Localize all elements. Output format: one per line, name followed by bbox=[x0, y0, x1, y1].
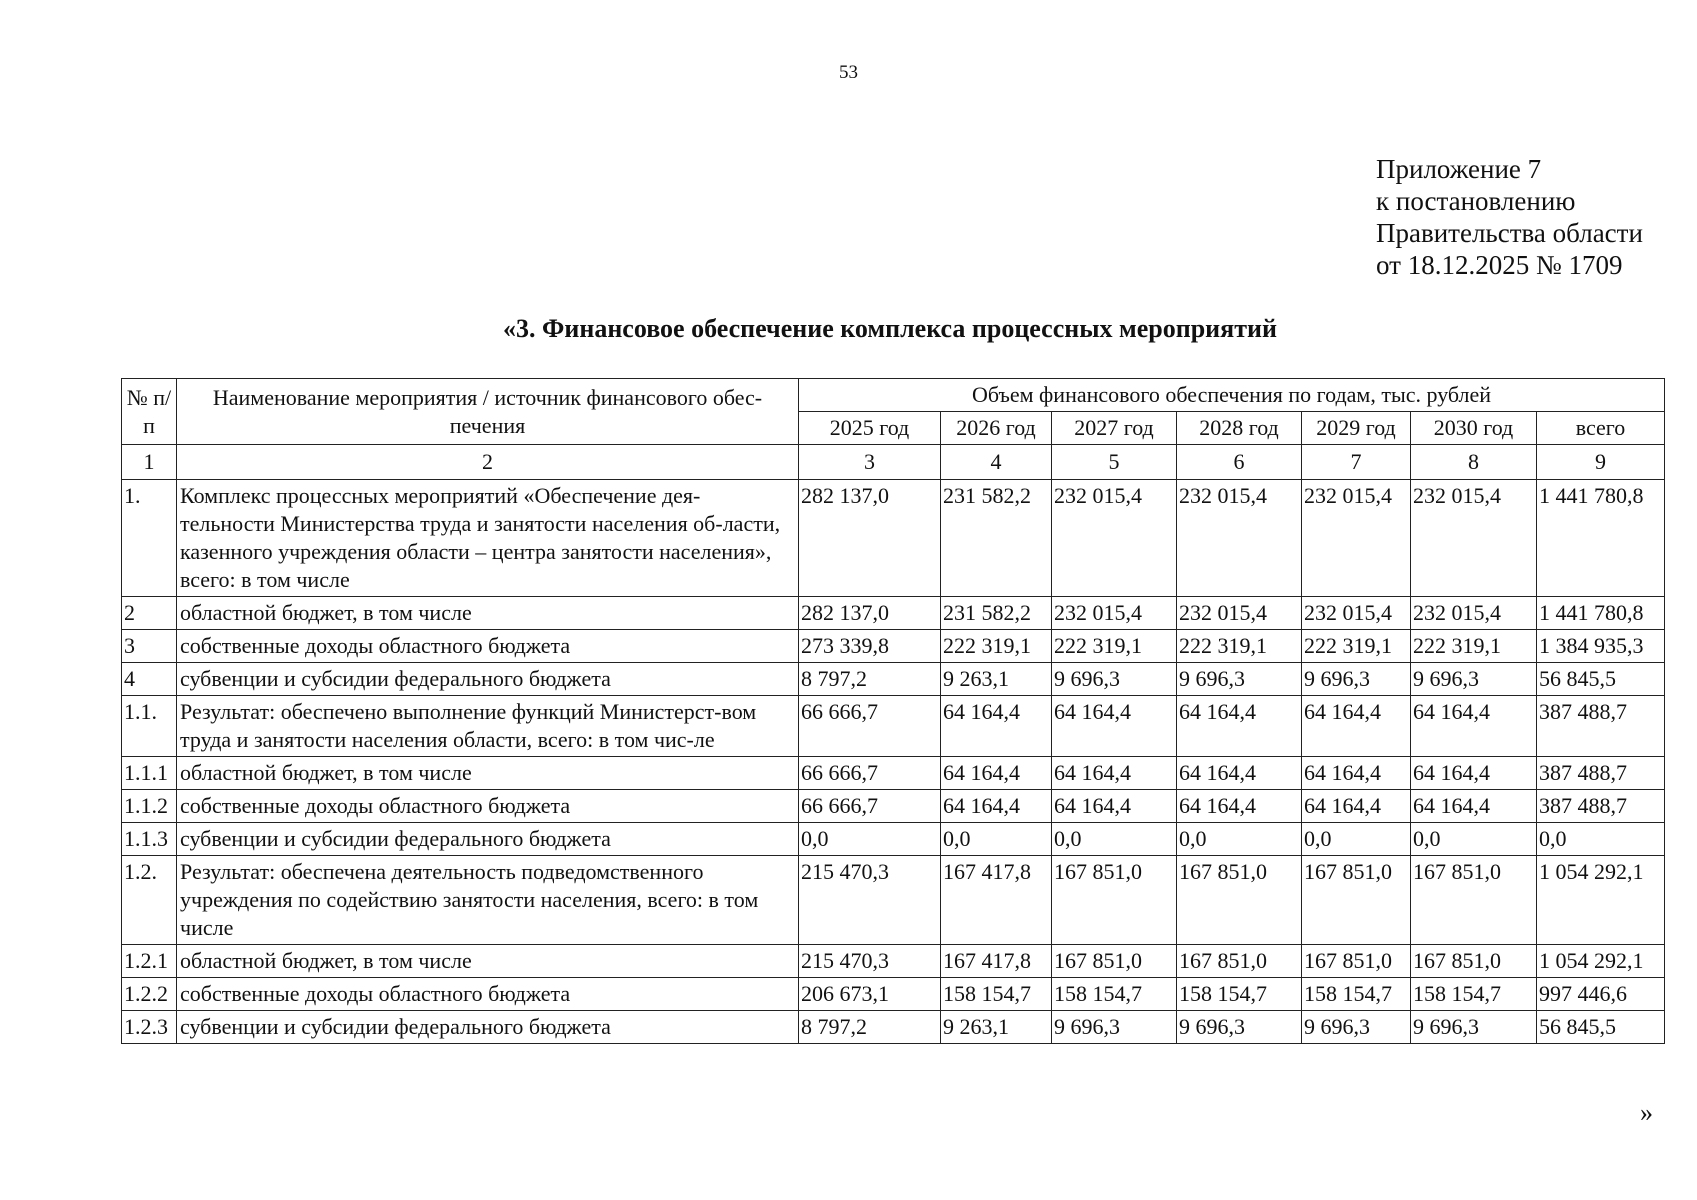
table-row bbox=[122, 790, 1665, 823]
row-value: 64 164,4 bbox=[941, 757, 1052, 790]
table-row bbox=[122, 856, 1665, 945]
row-value: 9 696,3 bbox=[1302, 1011, 1411, 1044]
table-row bbox=[122, 597, 1665, 630]
row-name: областной бюджет, в том числе bbox=[177, 945, 799, 978]
row-index: 1.2.2 bbox=[122, 978, 177, 1011]
row-name: собственные доходы областного бюджета bbox=[177, 630, 799, 663]
row-value: 9 696,3 bbox=[1411, 663, 1537, 696]
closing-quote: » bbox=[1640, 1098, 1653, 1127]
header-year: 2026 год bbox=[941, 412, 1052, 445]
appendix-line: к постановлению bbox=[1376, 186, 1576, 216]
row-value: 997 446,6 bbox=[1537, 978, 1665, 1011]
row-value: 1 441 780,8 bbox=[1537, 597, 1665, 630]
row-value: 64 164,4 bbox=[941, 790, 1052, 823]
table-row bbox=[122, 978, 1665, 1011]
row-value: 206 673,1 bbox=[799, 978, 941, 1011]
table-row bbox=[122, 696, 1665, 757]
row-value: 222 319,1 bbox=[1302, 630, 1411, 663]
row-name: Результат: обеспечена деятельность подведомственного учреждения по содействию занятости населения, всего: в том числе bbox=[177, 856, 799, 945]
row-value: 231 582,2 bbox=[941, 597, 1052, 630]
row-index: 1.2. bbox=[122, 856, 177, 945]
row-index: 2 bbox=[122, 597, 177, 630]
row-value: 167 851,0 bbox=[1302, 945, 1411, 978]
row-value: 282 137,0 bbox=[799, 597, 941, 630]
row-value: 64 164,4 bbox=[1411, 757, 1537, 790]
row-index: 3 bbox=[122, 630, 177, 663]
row-value: 158 154,7 bbox=[1302, 978, 1411, 1011]
row-value: 64 164,4 bbox=[1177, 790, 1302, 823]
row-value: 66 666,7 bbox=[799, 757, 941, 790]
appendix-line: Приложение 7 bbox=[1376, 154, 1542, 184]
appendix-line: от 18.12.2025 № 1709 bbox=[1376, 250, 1623, 280]
header-volume: Объем финансового обеспечения по годам, тыс. рублей bbox=[799, 379, 1665, 412]
row-value: 222 319,1 bbox=[1411, 630, 1537, 663]
row-value: 167 417,8 bbox=[941, 945, 1052, 978]
table-row bbox=[122, 757, 1665, 790]
row-value: 1 054 292,1 bbox=[1537, 856, 1665, 945]
row-value: 56 845,5 bbox=[1537, 1011, 1665, 1044]
row-value: 222 319,1 bbox=[1052, 630, 1177, 663]
column-number-row bbox=[122, 445, 1665, 480]
row-value: 167 417,8 bbox=[941, 856, 1052, 945]
row-value: 9 696,3 bbox=[1052, 1011, 1177, 1044]
row-value: 222 319,1 bbox=[1177, 630, 1302, 663]
column-number: 6 bbox=[1177, 445, 1302, 480]
row-index: 1.1.3 bbox=[122, 823, 177, 856]
row-value: 231 582,2 bbox=[941, 480, 1052, 597]
appendix-reference bbox=[1376, 153, 1643, 281]
table-row bbox=[122, 1011, 1665, 1044]
row-value: 9 263,1 bbox=[941, 1011, 1052, 1044]
row-value: 0,0 bbox=[1537, 823, 1665, 856]
row-value: 167 851,0 bbox=[1411, 945, 1537, 978]
row-value: 1 441 780,8 bbox=[1537, 480, 1665, 597]
row-value: 8 797,2 bbox=[799, 663, 941, 696]
row-value: 158 154,7 bbox=[1177, 978, 1302, 1011]
row-value: 64 164,4 bbox=[941, 696, 1052, 757]
row-value: 167 851,0 bbox=[1052, 856, 1177, 945]
row-value: 158 154,7 bbox=[941, 978, 1052, 1011]
row-value: 158 154,7 bbox=[1052, 978, 1177, 1011]
row-value: 66 666,7 bbox=[799, 696, 941, 757]
row-name: областной бюджет, в том числе bbox=[177, 757, 799, 790]
header-num: № п/п bbox=[122, 379, 177, 445]
table-row bbox=[122, 663, 1665, 696]
row-value: 64 164,4 bbox=[1177, 757, 1302, 790]
row-value: 0,0 bbox=[799, 823, 941, 856]
row-value: 387 488,7 bbox=[1537, 790, 1665, 823]
row-value: 167 851,0 bbox=[1177, 856, 1302, 945]
header-year: 2028 год bbox=[1177, 412, 1302, 445]
row-name: Результат: обеспечено выполнение функций Министерст-вом труда и занятости населения области, всего: в том чис-ле bbox=[177, 696, 799, 757]
row-value: 232 015,4 bbox=[1302, 597, 1411, 630]
row-value: 1 054 292,1 bbox=[1537, 945, 1665, 978]
row-value: 64 164,4 bbox=[1052, 696, 1177, 757]
document-title: «3. Финансовое обеспечение комплекса процессных мероприятий bbox=[503, 314, 1277, 343]
row-value: 282 137,0 bbox=[799, 480, 941, 597]
column-number: 1 bbox=[122, 445, 177, 480]
row-value: 64 164,4 bbox=[1302, 790, 1411, 823]
row-value: 158 154,7 bbox=[1411, 978, 1537, 1011]
row-name: областной бюджет, в том числе bbox=[177, 597, 799, 630]
row-index: 1.1.1 bbox=[122, 757, 177, 790]
appendix-line: Правительства области bbox=[1376, 218, 1643, 248]
row-value: 232 015,4 bbox=[1302, 480, 1411, 597]
financing-table bbox=[121, 378, 1665, 1044]
row-value: 167 851,0 bbox=[1177, 945, 1302, 978]
row-index: 4 bbox=[122, 663, 177, 696]
row-value: 222 319,1 bbox=[941, 630, 1052, 663]
row-value: 232 015,4 bbox=[1177, 597, 1302, 630]
row-value: 387 488,7 bbox=[1537, 757, 1665, 790]
row-name: собственные доходы областного бюджета bbox=[177, 978, 799, 1011]
row-value: 56 845,5 bbox=[1537, 663, 1665, 696]
table-row bbox=[122, 823, 1665, 856]
row-name: субвенции и субсидии федерального бюджета bbox=[177, 823, 799, 856]
header-row-top bbox=[122, 379, 1665, 412]
row-value: 9 696,3 bbox=[1302, 663, 1411, 696]
row-value: 0,0 bbox=[941, 823, 1052, 856]
row-value: 9 696,3 bbox=[1177, 1011, 1302, 1044]
row-value: 0,0 bbox=[1302, 823, 1411, 856]
row-value: 9 696,3 bbox=[1411, 1011, 1537, 1044]
header-name: Наименование мероприятия / источник финансового обес-печения bbox=[177, 379, 799, 445]
row-value: 9 696,3 bbox=[1052, 663, 1177, 696]
row-value: 167 851,0 bbox=[1052, 945, 1177, 978]
column-number: 9 bbox=[1537, 445, 1665, 480]
row-index: 1.2.3 bbox=[122, 1011, 177, 1044]
row-name: Комплекс процессных мероприятий «Обеспечение дея-тельности Министерства труда и занятости населения об-ласти, казенного учреждения области – центра занятости населения», всего: в том числе bbox=[177, 480, 799, 597]
row-name: собственные доходы областного бюджета bbox=[177, 790, 799, 823]
row-value: 232 015,4 bbox=[1052, 480, 1177, 597]
row-value: 232 015,4 bbox=[1411, 597, 1537, 630]
column-number: 3 bbox=[799, 445, 941, 480]
row-value: 387 488,7 bbox=[1537, 696, 1665, 757]
column-number: 7 bbox=[1302, 445, 1411, 480]
row-value: 232 015,4 bbox=[1411, 480, 1537, 597]
row-value: 66 666,7 bbox=[799, 790, 941, 823]
header-year: 2030 год bbox=[1411, 412, 1537, 445]
row-value: 8 797,2 bbox=[799, 1011, 941, 1044]
row-value: 215 470,3 bbox=[799, 856, 941, 945]
header-year: 2027 год bbox=[1052, 412, 1177, 445]
header-year: 2025 год bbox=[799, 412, 941, 445]
column-number: 4 bbox=[941, 445, 1052, 480]
row-value: 167 851,0 bbox=[1411, 856, 1537, 945]
row-index: 1.1.2 bbox=[122, 790, 177, 823]
row-value: 9 263,1 bbox=[941, 663, 1052, 696]
row-index: 1.1. bbox=[122, 696, 177, 757]
row-value: 64 164,4 bbox=[1052, 790, 1177, 823]
column-number: 2 bbox=[177, 445, 799, 480]
row-index: 1. bbox=[122, 480, 177, 597]
row-value: 0,0 bbox=[1177, 823, 1302, 856]
row-value: 64 164,4 bbox=[1052, 757, 1177, 790]
row-value: 64 164,4 bbox=[1302, 757, 1411, 790]
row-value: 0,0 bbox=[1411, 823, 1537, 856]
row-value: 9 696,3 bbox=[1177, 663, 1302, 696]
column-number: 5 bbox=[1052, 445, 1177, 480]
table-row bbox=[122, 630, 1665, 663]
row-value: 0,0 bbox=[1052, 823, 1177, 856]
column-number: 8 bbox=[1411, 445, 1537, 480]
row-value: 167 851,0 bbox=[1302, 856, 1411, 945]
row-value: 64 164,4 bbox=[1411, 790, 1537, 823]
table-row bbox=[122, 480, 1665, 597]
row-value: 1 384 935,3 bbox=[1537, 630, 1665, 663]
row-value: 64 164,4 bbox=[1302, 696, 1411, 757]
row-name: субвенции и субсидии федерального бюджета bbox=[177, 1011, 799, 1044]
row-value: 64 164,4 bbox=[1177, 696, 1302, 757]
header-year: 2029 год bbox=[1302, 412, 1411, 445]
row-index: 1.2.1 bbox=[122, 945, 177, 978]
page-number: 53 bbox=[839, 62, 858, 83]
row-value: 64 164,4 bbox=[1411, 696, 1537, 757]
row-value: 273 339,8 bbox=[799, 630, 941, 663]
table-row bbox=[122, 945, 1665, 978]
row-value: 232 015,4 bbox=[1177, 480, 1302, 597]
row-name: субвенции и субсидии федерального бюджета bbox=[177, 663, 799, 696]
row-value: 232 015,4 bbox=[1052, 597, 1177, 630]
header-total: всего bbox=[1537, 412, 1665, 445]
row-value: 215 470,3 bbox=[799, 945, 941, 978]
